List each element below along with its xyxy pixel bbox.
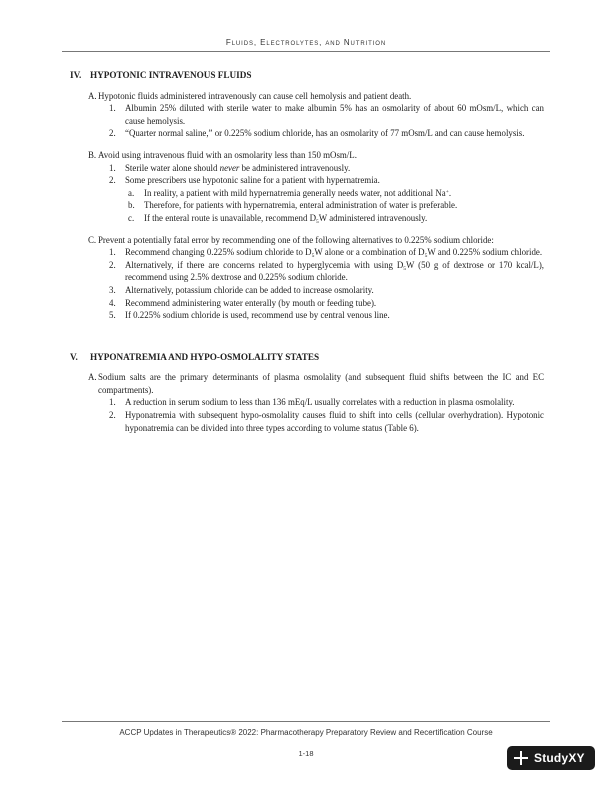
outline-item: C. Prevent a potentially fatal error by recommending one of the following alternatives to 0.225% sodium chloride: [88, 234, 494, 245]
section-title: HYPONATREMIA AND HYPO-OSMOLALITY STATES [90, 351, 320, 362]
plus-icon [513, 750, 529, 766]
outline-subitem: a. In reality, a patient with mild hypernatremia generally needs water, not additional Na+. [128, 187, 452, 198]
item-text: Hyponatremia with subsequent hypo-osmolality causes fluid to shift into cells (cellular overhydration). Hypotonic hyponatremia can be divided into three types according to volume status (Table 6). [125, 410, 544, 433]
outline-item: 2. “Quarter normal saline,” or 0.225% sodium chloride, has an osmolarity of 77 mOsm/L and can cause hemolysis. [109, 128, 525, 139]
item-text: “Quarter normal saline,” or 0.225% sodium chloride, has an osmolarity of 77 mOsm/L and can cause hemolysis. [125, 128, 525, 139]
outline-item: 3. Alternatively, potassium chloride can be added to increase osmolarity. [109, 284, 374, 295]
item-text: Albumin 25% diluted with sterile water to make albumin 5% has an osmolarity of about 60 mOsm/L, which can cause hemolysis. [125, 103, 544, 126]
outline-subitem: b. Therefore, for patients with hypernatremia, enteral administration of water is preferable. [128, 200, 458, 211]
footer-divider [62, 721, 550, 722]
section-number: V. [70, 351, 78, 362]
item-text: Prevent a potentially fatal error by recommending one of the following alternatives to 0.225% sodium chloride: [98, 234, 494, 245]
outline-item: 1. Sterile water alone should never be administered intravenously. [109, 162, 351, 173]
item-text: Avoid using intravenous fluid with an osmolarity less than 150 mOsm/L. [98, 149, 357, 160]
item-text: A reduction in serum sodium to less than 136 mEq/L usually correlates with a reduction in plasma osmolality. [125, 397, 515, 408]
footer-course-title: ACCP Updates in Therapeutics® 2022: Pharmacotherapy Preparatory Review and Recertification Course [119, 728, 493, 737]
outline-item: 1. Albumin 25% diluted with sterile water to make albumin 5% has an osmolarity of about 60 mOsm/L, which can cause hemolysis. [109, 103, 544, 126]
outline-item: 1. A reduction in serum sodium to less than 136 mEq/L usually correlates with a reduction in plasma osmolality. [109, 397, 515, 408]
outline-item: 2. Some prescribers use hypotonic saline for a patient with hypernatremia. [109, 175, 380, 186]
header-divider [62, 51, 550, 52]
item-text: Therefore, for patients with hypernatremia, enteral administration of water is preferable. [144, 200, 458, 211]
outline-item: A. Hypotonic fluids administered intravenously can cause cell hemolysis and patient death. [88, 90, 412, 101]
running-header: Fluids, Electrolytes, and Nutrition [225, 38, 387, 47]
section-number: IV. [70, 70, 82, 80]
item-text: Sodium salts are the primary determinants of plasma osmolality (and subsequent fluid shifts between the IC and EC compartments). [98, 372, 544, 395]
item-text: Some prescribers use hypotonic saline for a patient with hypernatremia. [125, 175, 380, 186]
studyxy-watermark[interactable] [507, 746, 595, 770]
section-heading [70, 351, 544, 364]
emphasis-text: never [219, 162, 240, 173]
outline-item: 5. If 0.225% sodium chloride is used, recommend use by central venous line. [109, 310, 390, 321]
item-text: Recommend administering water enterally (by mouth or feeding tube). [125, 297, 377, 308]
outline-item: B. Avoid using intravenous fluid with an osmolarity less than 150 mOsm/L. [88, 149, 357, 160]
outline-item: 2. Hyponatremia with subsequent hypo-osmolality causes fluid to shift into cells (cellular overhydration). Hypotonic hyponatremia can be divided into three types according to volume status (Table 6). [109, 410, 544, 433]
outline-item: 2. Alternatively, if there are concerns related to hyperglycemia with using $D_5W$ (50 g of dextrose or 170 kcal/L), recommend using 2.5% dextrose and 0.225% sodium chloride. [109, 259, 544, 283]
item-text: Alternatively, potassium chloride can be added to increase osmolarity. [125, 284, 374, 295]
watermark-text: StudyXY [534, 751, 585, 765]
item-text: If 0.225% sodium chloride is used, recommend use by central venous line. [125, 310, 390, 321]
outline-item: A. Sodium salts are the primary determinants of plasma osmolality (and subsequent fluid shifts between the IC and EC compartments). [88, 372, 544, 395]
outline-subitem: c. If the enteral route is unavailable, recommend $D_5W$ administered intravenously. [128, 212, 428, 225]
section-heading [70, 69, 544, 82]
document-body [70, 69, 544, 434]
section-title: HYPOTONIC INTRAVENOUS FLUIDS [90, 70, 252, 80]
item-text: Hypotonic fluids administered intravenously can cause cell hemolysis and patient death. [98, 90, 412, 101]
page-number: 1-18 [298, 749, 314, 758]
outline-item: 1. Recommend changing 0.225% sodium chloride to $D_5W$ alone or a combination of $D_5W$ and 0.225% sodium chloride. [109, 247, 543, 260]
outline-item: 4. Recommend administering water enterally (by mouth or feeding tube). [109, 297, 377, 308]
